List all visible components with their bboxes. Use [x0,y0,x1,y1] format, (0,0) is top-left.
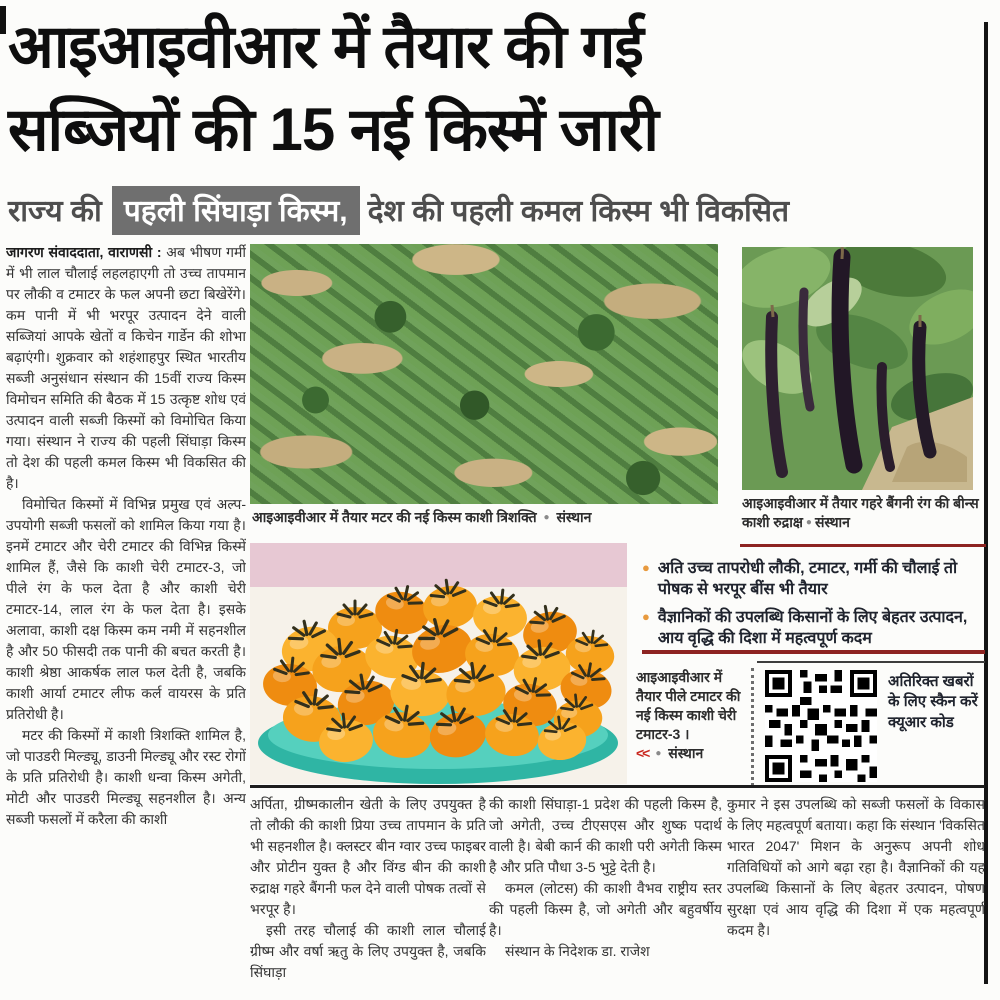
beans-photo-art [742,247,973,490]
subhead-prefix: राज्य की [8,195,102,228]
paragraph: अर्पिता, ग्रीष्मकालीन खेती के लिए उपयुक्त है तो लौकी की काशी प्रिया उच्च तापमान के प्रति भी सहनशील है। क्लस्टर बीन ग्वार उच्च फाइबर और प्रोटीन युक्त है और विंग्ड बीन की काशी रुद्राक्ष गहरे बैंगनी फल देने वाली पोषक तत्वों से भरपूर है। [250,796,486,917]
qr-scan-label: अतिरिक्त खबरों के लिए स्कैन करें क्यूआर कोड [888,673,978,731]
lead-paragraph [6,242,246,494]
bullet-icon: ● [642,609,650,625]
tomato-photo [250,543,627,784]
headline-line-1: आइआइवीआर में तैयार की गई [8,13,643,80]
highlight-item [642,558,986,600]
field-photo [250,244,718,504]
maroon-rule-top [740,544,986,547]
credit-text: संस्थान [556,509,592,525]
paragraph: की काशी सिंघाड़ा-1 प्रदेश की पहली किस्म है, जो अगेती, उच्च टीएसएस और शुष्क पदार्थ वाली है। बेबी कार्न की काशी परी अगेती किस्म है और प्रति पौधा 3-5 भुट्टे देती है। [489,796,722,875]
highlight-item [642,607,986,649]
paragraph: कमल (लोटस) की काशी वैभव राष्ट्रीय स्तर की पहली किस्म है, जो अगेती और बहुवर्षीय है। [489,880,722,938]
caption-text: आइआइवीआर में तैयार पीले टमाटर की नई किस्म काशी चेरी टमाटर-3 । [636,669,741,742]
highlight-text: अति उच्च तापरोधी लौकी, टमाटर, गर्मी की चौलाई तो पोषक से भरपूर बींस भी तैयार [657,560,958,599]
paragraph: संस्थान के निदेशक डा. राजेश [505,943,650,959]
paragraph: कुमार ने इस उपलब्धि को सब्जी फसलों के विकास के लिए महत्वपूर्ण बताया। कहा कि संस्थान 'विकसित भारत 2047' मिशन के अनुरूप अपनी शोध गतिविधियों को आगे बढ़ा रहा है। वैज्ञानिकों की यह उपलब्धि किसानों के लिए बेहतर उत्पादन, पोषण सुरक्षा एवं आय वृद्धि की दिशा में एक महत्वपूर्ण कदम है। [727,796,985,938]
article-column-3 [489,794,722,996]
highlight-badge: पहली सिंघाड़ा किस्म, [112,186,360,235]
dotted-divider [751,668,754,786]
tomato-photo-caption [636,668,750,762]
credit-text: संस्थान [814,513,850,530]
highlight-text: वैज्ञानिकों की उपलब्धि किसानों के लिए बेहतर उत्पादन, आय वृद्धि की दिशा में महत्वपूर्ण कदम [657,609,968,648]
paragraph: विमोचित किस्मों में विभिन्न प्रमुख एवं अल्प-उपयोगी सब्जी फसलों को शामिल किया गया है। इनमें टमाटर और चेरी टमाटर की विभिन्न किस्में शामिल हैं, जैसे कि काशी चेरी टमाटर-3, जो पीले रंग के फल देता है और काशी चेरी टमाटर-14, लाल रंग के फल देता है। इसके अलावा, काशी दक्ष किस्म कम नमी में सहनशील है और 50 फीसदी तक पानी की बचत करती है। काशी श्रेष्ठा आकर्षक लाल फल देती है, जबकि काशी आर्या टमाटर लीफ कर्ल वायरस के प्रति प्रतिरोधी है। [6,496,246,722]
qr-code-art [762,670,880,782]
tomato-photo-art [250,543,627,784]
qr-code [762,670,880,782]
headline [8,6,973,172]
article-column-2 [250,794,486,996]
credit-bullet-icon: ● [805,516,812,528]
article-column-4 [727,794,985,996]
caption-text: आइआइवीआर में तैयार मटर की नई किस्म काशी त्रिशक्ति [252,509,537,525]
qr-top-rule [757,661,985,663]
beans-photo-caption [742,494,986,532]
paragraph-text: अब भीषण गर्मी में भी लाल चौलाई लहलहाएगी तो उच्च तापमान पर लौकी व टमाटर के फल अपनी छटा बिखेरेंगे। कम पानी में भी भरपूर उत्पादन देने वाली सब्जियां आपके खेतों व किचेन गार्डेन की शोभा बढ़ाएंगी। शुक्रवार को शहंशाहपुर स्थित भारतीय सब्जी अनुसंधान संस्थान की 15वीं राज्य किस्म विमोचन समिति की बैठक में 15 उत्कृष्ट शोध एवं उत्पादन वाली सब्जी किस्मों को विमोचित किया गया। संस्थान ने राज्य की पहली सिंघाड़ा किस्म तो देश की पहली कमल किस्म भी विकसित की है। [6,244,246,491]
highlights-box [642,558,986,656]
caption-text: आइआइवीआर में तैयार गहरे बैंगनी रंग की बीन्स काशी रुद्राक्ष [742,495,979,530]
paragraph: मटर की किस्मों में काशी त्रिशक्ति शामिल है, जो पाउडरी मिल्ड्यू, डाउनी मिल्ड्यू और रस्ट रोगों के प्रति प्रतिरोधी है। काशी धन्वा किस्म अगेती, मोटी और पाउडरी मिल्ड्यू सहनशील है। अन्य सब्जी फसलों में करैला की काशी [6,727,246,827]
subhead-suffix: देश की पहली कमल किस्म भी विकसित [367,195,790,228]
photo-credit-arrows-icon: << [636,744,649,761]
maroon-rule-bottom [642,650,985,654]
headline-line-2: सब्जियों की 15 नई किस्में जारी [8,95,658,163]
credit-bullet-icon: ● [655,747,662,759]
paragraph: इसी तरह चौलाई की काशी लाल चौलाई ग्रीष्म और वर्षा ऋतु के लिए उपयुक्त है, जबकि सिंघाड़ा [250,922,486,980]
black-rule [250,785,985,788]
bullet-icon: ● [642,560,650,575]
beans-photo [742,247,973,490]
credit-text: संस्थान [668,744,704,761]
byline: जागरण संवाददाता, वाराणसी : [6,244,162,260]
article-column-1 [6,242,246,994]
field-photo-caption [252,508,720,527]
subheadline [8,186,978,235]
page-edge-mark [0,6,6,34]
credit-bullet-icon: ● [543,512,550,523]
